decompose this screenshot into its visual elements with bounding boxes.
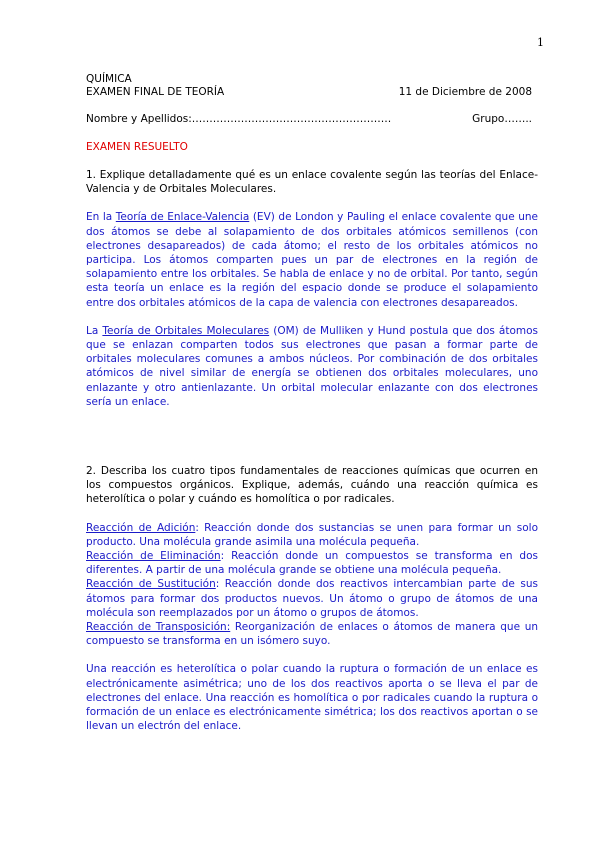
theory-link-om[interactable]: Teoría de Orbitales Moleculares — [102, 324, 270, 337]
page-number: 1 — [537, 36, 544, 49]
answer-2-final: Una reacción es heterolítica o polar cuando la ruptura o formación de un enlace es electrónicamente asimétrica; uno de los dos reactivos aporta o se lleva el par de electrones del enlace. Una reacción es homolítica o por radicales cuando la ruptura o formación de un enlace es electrónicamente simétrica; los dos reactivos aportan o se llevan un electrón del enlace. — [86, 663, 538, 733]
reaction-item — [86, 577, 538, 620]
reaction-item — [86, 620, 538, 648]
reaction-name[interactable]: Reacción de Transposición: — [86, 621, 231, 634]
question-2-block — [86, 464, 538, 733]
question-2: 2. Describa los cuatro tipos fundamentales de reacciones químicas que ocurren en los compuestos orgánicos. Explique, además, cuándo una reacción química es heterolítica o polar y cuándo es homolítica o por radicales. — [86, 465, 538, 506]
reaction-text: Reorganización de enlaces o átomos de manera que un compuesto se transforma en un isómero suyo. — [86, 621, 539, 648]
exam-title: EXAMEN FINAL DE TEORÍA — [86, 86, 225, 98]
answer-text: En la — [86, 211, 116, 224]
reaction-name[interactable]: Reacción de Sustitución — [86, 578, 216, 591]
question-1: 1. Explique detalladamente qué es un enlace covalente según las teorías del Enlace-Valencia y de Orbitales Moleculares. — [86, 169, 538, 196]
reaction-name[interactable]: Reacción de Adición — [86, 521, 196, 534]
reaction-text: : Reacción donde dos reactivos intercambian parte de sus átomos para formar dos productos nuevos. Un átomo o grupo de átomos de una molécula son reemplazados por un átomo o grupos de átomos. — [86, 578, 538, 619]
reaction-text: : Reacción donde dos sustancias se unen para formar un solo producto. Una molécula grande asimila una molécula pequeña. — [86, 521, 538, 548]
question-1-block — [86, 168, 538, 409]
answer-text: (OM) de Mulliken y Hund postula que dos átomos que se enlazan comparten todos sus electrones que pasan a formar parte de orbitales moleculares comunes a ambos núcleos. Por combinación de dos orbitales atómicos de nivel similar de energía se obtienen dos orbitales moleculares, uno enlazante y otro antienlazante. Un orbital molecular enlazante con dos electrones sería un enlace. — [86, 324, 539, 408]
exam-header — [86, 73, 532, 99]
exam-status: EXAMEN RESUELTO — [86, 141, 188, 153]
subject: QUÍMICA — [86, 73, 132, 85]
reaction-name[interactable]: Reacción de Eliminación — [86, 550, 221, 563]
theory-link-ev[interactable]: Teoría de Enlace-Valencia — [115, 211, 250, 224]
answer-text: (EV) de London y Pauling el enlace covalente que une dos átomos se debe al solapamiento de dos orbitales atómicos semillenos (con electrones desapareados) de cada átomo; el resto de los orbitales atómicos no participa. Los átomos comparten pues un par de electrones en la región de solapamiento entre los orbitales. Se habla de enlace y no de orbital. Por tanto, según esta teoría un enlace es la región del espacio donde se produce el solapamiento entre dos orbitales atómicos de la capa de valencia con electrones desapareados. — [86, 211, 538, 309]
reaction-item — [86, 521, 538, 549]
reaction-item — [86, 549, 538, 577]
answer-text: La — [86, 324, 103, 337]
name-field-label: Nombre y Apellidos:………………………………………………… — [86, 113, 392, 125]
reaction-text: : Reacción donde un compuestos se transforma en dos diferentes. A partir de una molécula grande se obtiene una molécula pequeña. — [86, 550, 538, 577]
group-field-label: Grupo…….. — [472, 113, 532, 125]
answer-1-paragraph-1 — [86, 210, 538, 309]
exam-date: 11 de Diciembre de 2008 — [398, 86, 532, 98]
reaction-list — [86, 521, 538, 649]
answer-1-paragraph-2 — [86, 324, 538, 409]
student-info-line — [86, 113, 532, 125]
